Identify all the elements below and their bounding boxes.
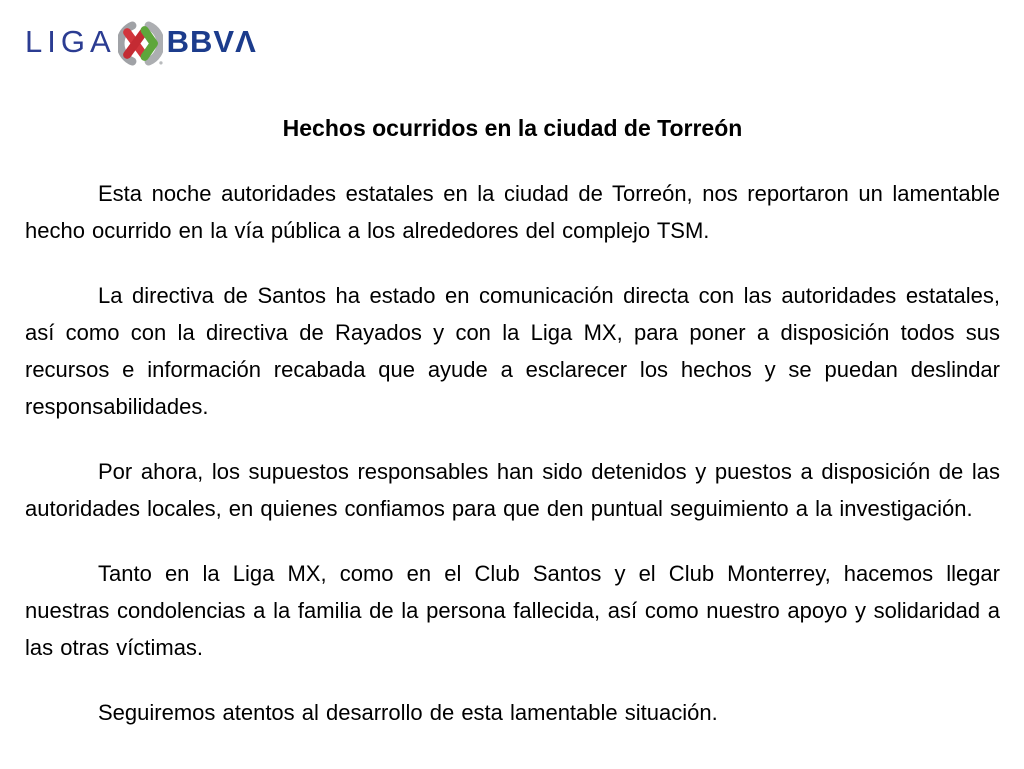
statement-paragraph-2: La directiva de Santos ha estado en comunicación directa con las autoridades estatales, así como con la directiva de Rayados y con la Liga MX, para poner a disposición todos sus recursos e información recabada que ayude a esclarecer los hechos y se puedan deslindar responsabilidades. xyxy=(25,283,1000,419)
bbva-wordmark: BBVΛ xyxy=(166,24,257,59)
registered-mark-dot xyxy=(159,61,162,64)
liga-bbva-logo xyxy=(25,18,1000,66)
page-title: Hechos ocurridos en la ciudad de Torreón xyxy=(282,115,743,141)
liga-wordmark: LIGA xyxy=(25,24,116,59)
statement-paragraph-5: Seguiremos atentos al desarrollo de esta lamentable situación. xyxy=(98,700,718,725)
statement-paragraph-3: Por ahora, los supuestos responsables han sido detenidos y puestos a disposición de las autoridades locales, en quienes confiamos para que den puntual seguimiento a la investigación. xyxy=(25,459,1000,521)
statement-paragraph-1: Esta noche autoridades estatales en la ciudad de Torreón, nos reportaron un lamentable hecho ocurrido en la vía pública a los alrededores del complejo TSM. xyxy=(25,181,1000,243)
liga-mx-ball-icon xyxy=(118,21,163,66)
statement-paragraph-4: Tanto en la Liga MX, como en el Club Santos y el Club Monterrey, hacemos llegar nuestras condolencias a la familia de la persona fallecida, así como nuestro apoyo y solidaridad a las otras víctimas. xyxy=(25,561,1000,660)
